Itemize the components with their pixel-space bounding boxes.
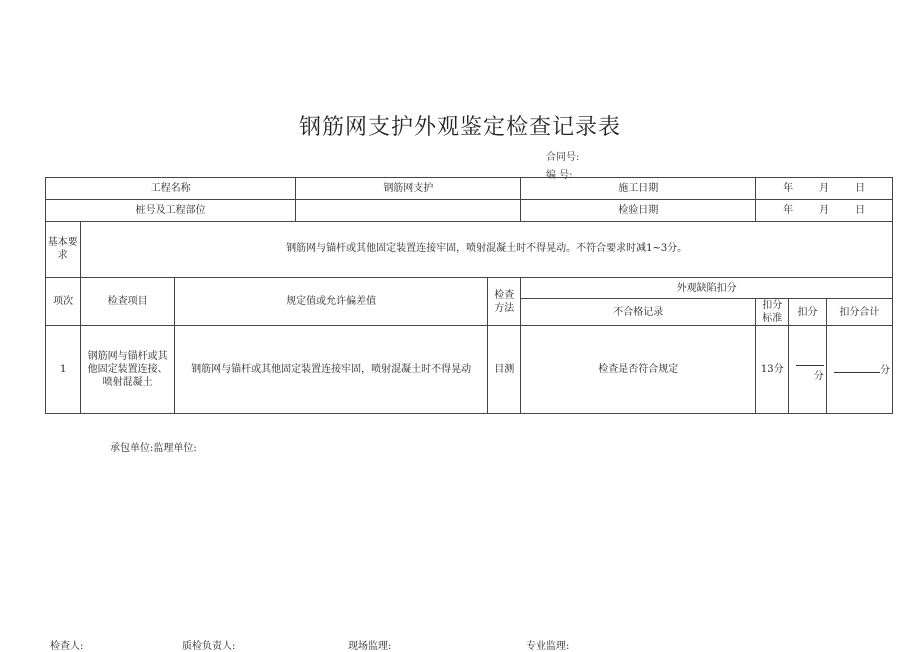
station-label: 桩号及工程部位 — [46, 200, 296, 222]
row-deduct — [789, 326, 826, 414]
row-item: 钢筋网与锚杆或其他固定装置连接、喷射混凝土 — [81, 326, 175, 414]
total-unit: 分 — [880, 364, 890, 376]
col-standard-header: 扣分标准 — [756, 299, 789, 326]
signature-inspector: 检查人: — [50, 641, 84, 652]
date-year: 年 — [783, 183, 794, 194]
total-blank[interactable] — [834, 363, 880, 373]
col-method-header: 检查方法 — [488, 278, 521, 326]
col-spec-header: 规定值或允许偏差值 — [175, 278, 488, 326]
date-day: 日 — [855, 205, 866, 216]
inspection-table — [45, 177, 893, 414]
date-day: 日 — [855, 183, 866, 194]
project-name-label: 工程名称 — [46, 178, 296, 200]
signature-specialist-supervisor: 专业监理: — [526, 641, 570, 652]
col-index-header: 项次 — [46, 278, 81, 326]
row-method: 目测 — [488, 326, 521, 414]
date-month: 月 — [819, 183, 830, 194]
signature-site-supervisor: 现场监理: — [348, 641, 392, 652]
row-record: 检查是否符合规定 — [521, 326, 756, 414]
construction-date-label: 施工日期 — [521, 178, 756, 200]
row-spec: 钢筋网与锚杆或其他固定装置连接牢固，喷射混凝土时不得晃动 — [175, 326, 488, 414]
units-line: 承包单位:监理单位: — [110, 443, 197, 454]
project-row — [46, 178, 893, 200]
deduct-unit: 分 — [813, 371, 824, 382]
inspection-date-value — [756, 200, 893, 222]
requirement-text: 钢筋网与锚杆或其他固定装置连接牢固，喷射混凝土时不得晃动。不符合要求时减1~3分。 — [81, 222, 893, 278]
row-standard: 13分 — [756, 326, 789, 414]
table-row — [46, 326, 893, 414]
row-index: 1 — [46, 326, 81, 414]
station-value — [296, 200, 521, 222]
requirement-label: 基本要求 — [46, 222, 81, 278]
date-month: 月 — [819, 205, 830, 216]
col-record-header: 不合格记录 — [521, 299, 756, 326]
col-defect-group-header: 外观缺陷扣分 — [521, 278, 893, 299]
serial-number-label: 编 号: — [546, 170, 573, 181]
col-item-header: 检查项目 — [81, 278, 175, 326]
requirement-row — [46, 222, 893, 278]
contract-number-label: 合同号: — [546, 152, 580, 163]
col-deduct-header: 扣分 — [789, 299, 826, 326]
deduct-blank[interactable] — [796, 356, 824, 366]
page-title: 钢筋网支护外观鉴定检查记录表 — [298, 115, 621, 140]
project-name-value: 钢筋网支护 — [296, 178, 521, 200]
column-header-row — [46, 278, 893, 299]
row-total — [826, 326, 892, 414]
inspection-date-label: 检验日期 — [521, 200, 756, 222]
date-year: 年 — [783, 205, 794, 216]
signature-qc-lead: 质检负责人: — [182, 641, 236, 652]
station-row — [46, 200, 893, 222]
col-total-header: 扣分合计 — [826, 299, 892, 326]
construction-date-value — [756, 178, 893, 200]
